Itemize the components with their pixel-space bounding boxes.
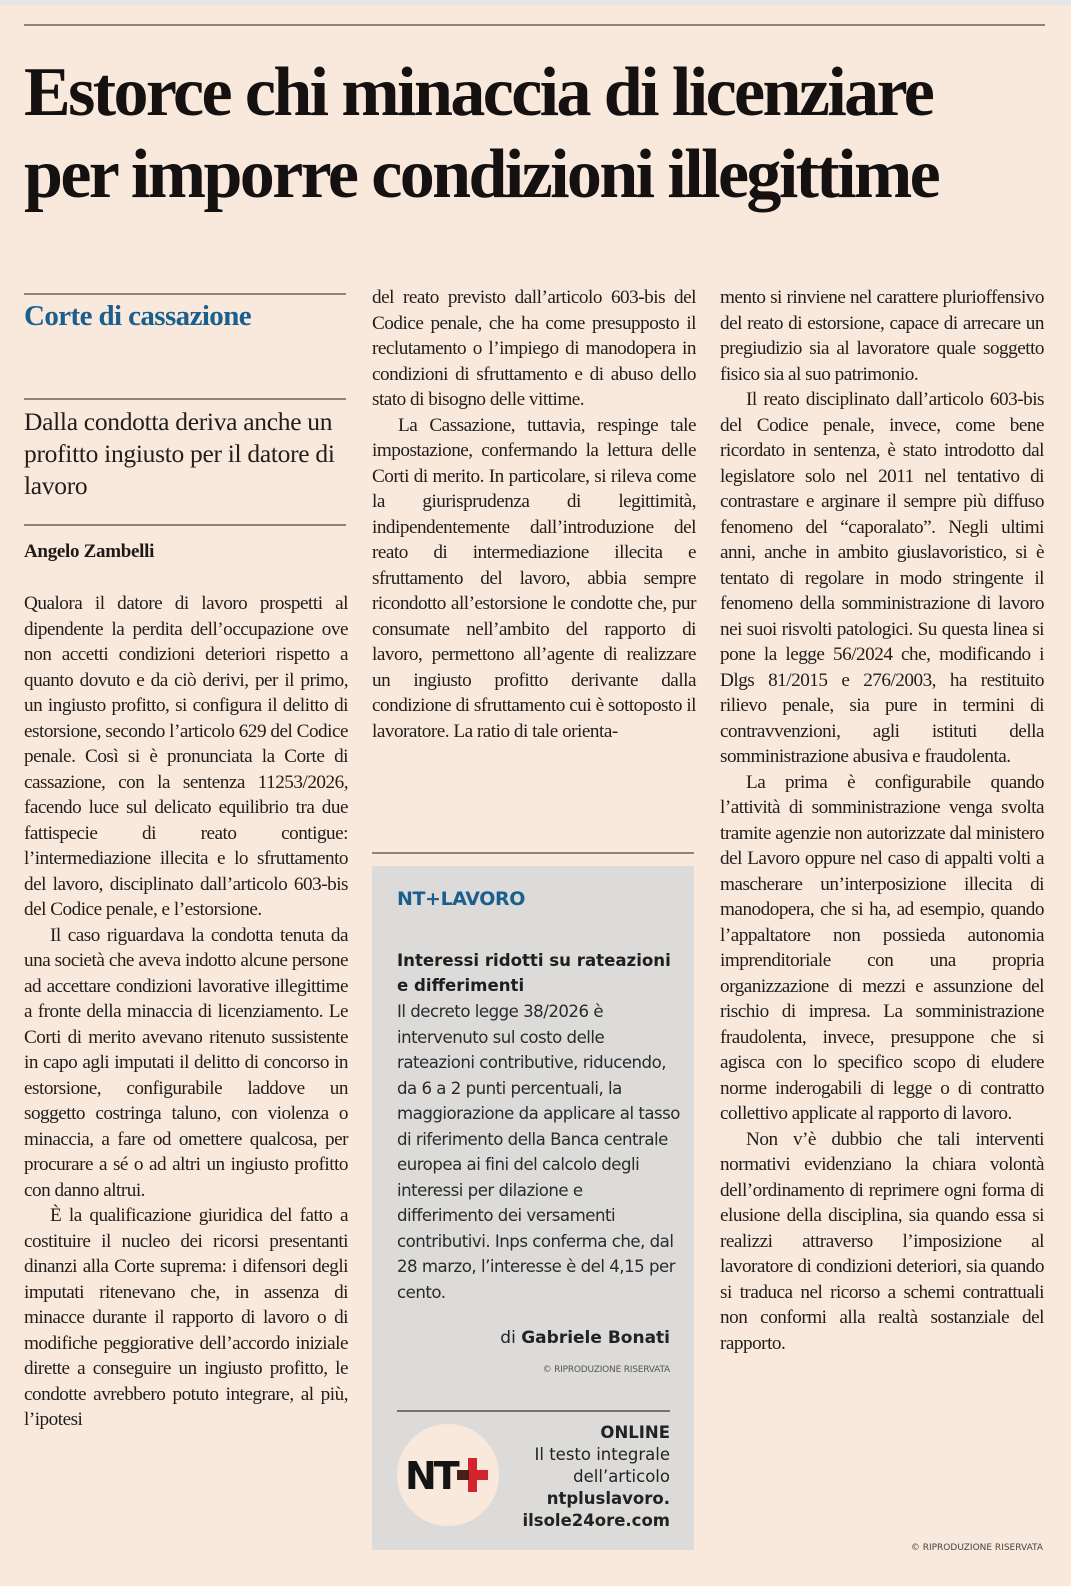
paragraph: Qualora il datore di lavoro prospetti al dipendente la perdita dell’occupazione ove non accetti condizioni deteriori rispetto a quanto dovuto e da ciò derivi, per il primo, un ingiusto profitto, si configura il delitto di estorsione, secondo l’articolo 629 del Codice penale. Così si è pronunciata la Corte di cassazione, con la sentenza 11253/2026, facendo luce sul delicato equilibrio tra due fattispecie di reato contigue: l’intermediazione illecita e lo sfruttamento del lavoro, disciplinato dall’articolo 603-bis del Codice penale, e l’estorsione.	[24, 593, 348, 920]
online-url-2[interactable]: ilsole24ore.com	[522, 1511, 670, 1530]
online-line-1: Il testo integrale	[534, 1445, 670, 1464]
author-rule	[24, 524, 346, 526]
author-name: Angelo Zambelli	[24, 541, 155, 562]
nt-plus-logo-glyph	[405, 1455, 491, 1495]
paragraph: Il reato disciplinato dall’articolo 603-bis del Codice penale, invece, come bene ricordato in sentenza, è stato introdotto dal legislatore solo nel 2011 nel tentativo di contrastare e arginare il sempre più diffuso fenomeno del “caporalato”. Negli ultimi anni, anche in ambito giuslavoristico, si è tentato di regolare in modo stringente il fenomeno della somministrazione di lavoro nei suoi risvolti patologici. Su questa linea si pone la legge 56/2024 che, modificando i Dlgs 81/2015 e 276/2003, ha restituito rilievo penale, sia pure in termini di contravvenzioni, agli istituti della somministrazione abusiva e fraudolenta.	[720, 389, 1044, 767]
paragraph: È la qualificazione giuridica del fatto a costituire il nucleo dei ricorsi presentanti dinanzi alla Corte suprema: i difensori degli imputati ritenevano che, in assenza di minacce durante il rapporto di lavoro o di modifiche peggiorative dell’accordo iniziale dirette a conseguire un ingiusto profitto, le condotte avrebbero potuto integrare, al più, l’ipotesi	[24, 1205, 348, 1430]
box-divider	[397, 1410, 670, 1412]
nt-lavoro-box	[372, 866, 694, 1550]
paragraph: del reato previsto dall’articolo 603-bis del Codice penale, che ha come presupposto il reclutamento o l’impiego di manodopera in condizioni di sfruttamento e di abuso dello stato di bisogno delle vittime.	[372, 287, 696, 410]
paragraph: Non v’è dubbio che tali interventi normativi evidenziano la chiara volontà dell’ordinamento di reprimere ogni forma di elusione della disciplina, sia quando essa si realizzi attraverso l’imposizione al lavoratore di condizioni deteriori, sia quando si traduca nel ricorso a schemi contrattuali non conformi alla realtà sostanziale del rapporto.	[720, 1128, 1044, 1354]
column-1	[24, 298, 348, 334]
online-url-1[interactable]: ntpluslavoro.	[546, 1489, 670, 1508]
online-block	[522, 1422, 670, 1532]
paragraph: Il caso riguardava la condotta tenuta da una società che aveva indotto alcune persone ad accettare condizioni lavorative illegittime a fronte della minaccia di licenziamento. Le Corti di merito avevano ritenuto sussistente in capo agli imputati il delitto di concorso in estorsione, configurabile laddove un soggetto costringa taluno, con violenza o minaccia, a fare od omettere qualcosa, per procurare a sé o ad altri un ingiusto profitto con danno altrui.	[24, 924, 348, 1201]
headline-line-1: Estorce chi minaccia di licenziare	[24, 54, 933, 131]
column-2-body	[372, 285, 696, 744]
paragraph: La Cassazione, tuttavia, respinge tale impostazione, confermando la lettura delle Corti di merito. In particolare, si rileva come la giurisprudenza di legittimità, indipendentemente dall’introduzione del reato di intermediazione illecita e sfruttamento del lavoro, abbia sempre ricondotto all’estorsione le condotte che, pur consumate nell’ambito del rapporto di lavoro, permettono all’agente di realizzare un ingiusto profitto derivante dalla condizione di sfruttamento cui è sottoposto il lavoratore. La ratio di tale orienta-	[372, 414, 696, 742]
nt-plus-logo-icon	[397, 1424, 499, 1526]
online-line-2: dell’articolo	[573, 1467, 670, 1486]
subhead: Dalla condotta deriva anche un profitto ingiusto per il datore di lavoro	[24, 407, 335, 500]
box-top-rule	[372, 852, 694, 854]
box-body: Il decreto legge 38/2026 è intervenuto sul costo delle rateazioni contributive, riducendo, da 6 a 2 punti percentuali, la maggiorazione da applicare al tasso di riferimento della Banca centrale europea ai fini del calcolo degli interessi per dilazione e differimento dei versamenti contributivi. Inps conferma che, dal 28 marzo, l’interesse è del 4,15 per cento.	[397, 1002, 680, 1302]
section-rule	[24, 293, 346, 295]
box-label: NT+LAVORO	[397, 888, 526, 910]
byline-prefix: di	[500, 1328, 516, 1348]
paragraph: La prima è configurabile quando l’attività di somministrazione venga svolta tramite agenzie non autorizzate dal ministero del Lavoro oppure nel caso di appalti volti a mascherare un’interposizione illecita di manodopera, che si ha, ad esempio, quando l’appaltatore non possieda autonomia imprenditoriale con una propria organizzazione di mezzi e assunzione del rischio di impresa. La somministrazione fraudolenta, invece, presuppone che si agisca con lo specifico scopo di eludere norme inderogabili di legge o di contratto collettivo applicate al rapporto di lavoro.	[720, 771, 1044, 1124]
article-copyright: © RIPRODUZIONE RISERVATA	[910, 1543, 1043, 1553]
subhead-rule	[24, 398, 346, 400]
svg-text:NT: NT	[405, 1455, 457, 1495]
box-title: Interessi ridotti su rateazioni e differimenti	[397, 951, 671, 995]
paragraph: mento si rinviene nel carattere plurioffensivo del reato di estorsione, capace di arrecare un pregiudizio sia al lavoratore quale soggetto fisico sia al suo patrimonio.	[720, 287, 1044, 385]
top-border	[0, 0, 1071, 5]
section-label: Corte di cassazione	[24, 300, 252, 332]
top-rule	[24, 24, 1045, 26]
author-block	[24, 541, 348, 563]
headline-line-2: per imporre condizioni illegittime	[24, 136, 939, 213]
online-label: ONLINE	[600, 1423, 670, 1442]
column-1-body	[24, 591, 348, 1433]
byline-name: Gabriele Bonati	[521, 1328, 670, 1348]
subhead-block	[24, 406, 348, 502]
box-byline	[500, 1328, 670, 1348]
column-3-body	[720, 285, 1044, 1356]
box-copyright: © RIPRODUZIONE RISERVATA	[542, 1365, 670, 1375]
headline	[24, 52, 1054, 216]
